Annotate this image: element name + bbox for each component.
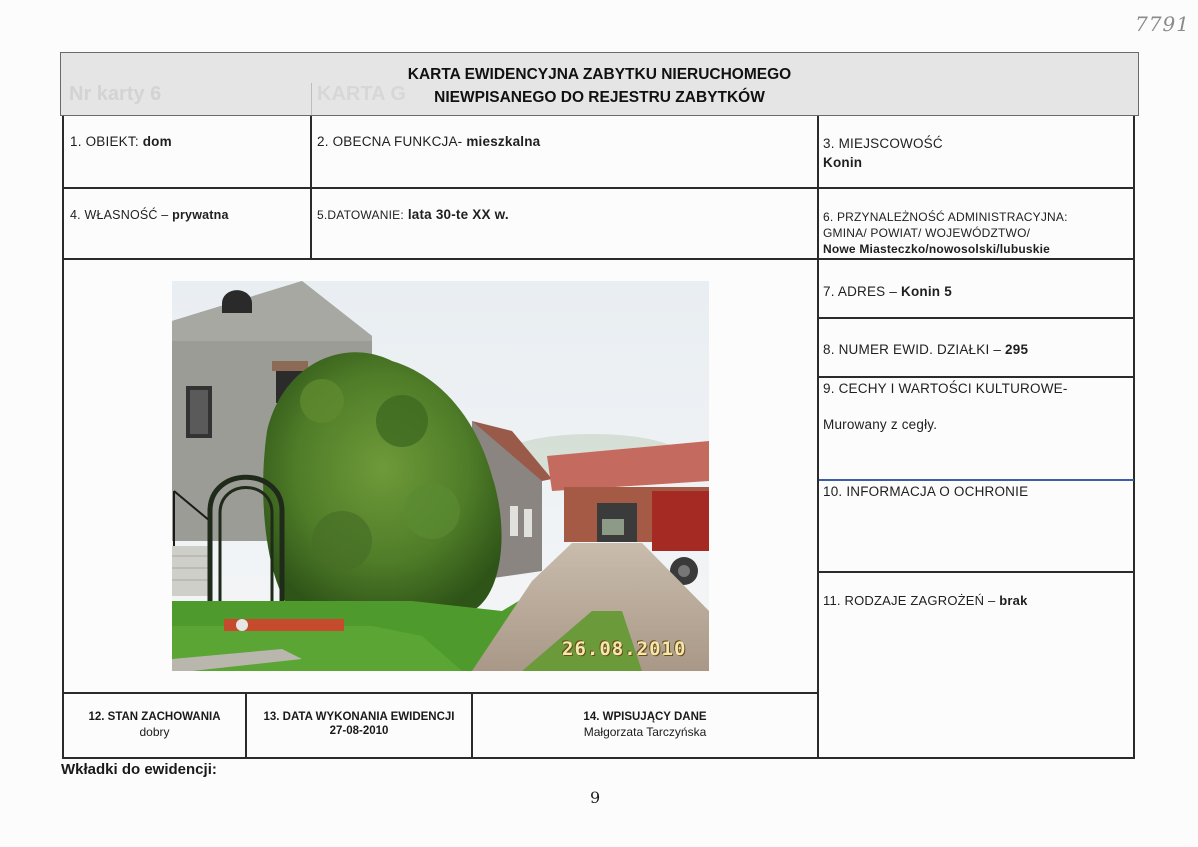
funkcja-value: mieszkalna xyxy=(466,134,541,149)
field-cechy xyxy=(823,381,1068,432)
row-line-2 xyxy=(62,258,1135,260)
row-line-zagrozenia xyxy=(817,571,1135,573)
row-line-1 xyxy=(62,187,1135,189)
header-ghost-left: Nr karty 6 xyxy=(69,83,162,105)
card-title-line1: KARTA EWIDENCYJNA ZABYTKU NIERUCHOMEGO xyxy=(407,66,792,83)
table-border-left xyxy=(62,116,64,759)
datowanie-value: lata 30-te XX w. xyxy=(407,207,509,222)
przynaleznosc-value: Nowe Miasteczko/nowosolski/lubuskie xyxy=(823,242,1051,256)
handwritten-number: 7791 xyxy=(1135,12,1190,36)
row-line-dzialka xyxy=(817,376,1135,378)
ochrona-label: 10. INFORMACJA O OCHRONIE xyxy=(823,484,1029,499)
stan-value: dobry xyxy=(139,725,170,739)
cechy-value: Murowany z cegły. xyxy=(823,417,938,432)
field-dzialka xyxy=(823,342,1028,357)
field-obiekt xyxy=(70,134,172,149)
wkladki-note: Wkładki do ewidencji: xyxy=(61,761,217,778)
row-line-adres xyxy=(817,317,1135,319)
field-wlasnosc xyxy=(70,207,229,223)
table-border-right xyxy=(1133,116,1135,759)
row-line-ochrona xyxy=(819,479,1134,481)
table-border-bottom xyxy=(62,757,1135,759)
building-photo-svg xyxy=(172,281,709,671)
field-datowanie xyxy=(317,207,509,223)
data-label: 13. DATA WYKONANIA EWIDENCJI xyxy=(263,711,455,723)
header-ghost-right: KARTA G xyxy=(317,83,406,105)
card-title-line2: NIEWPISANEGO DO REJESTRU ZABYTKÓW xyxy=(434,89,765,106)
field-przynaleznosc xyxy=(823,209,1068,257)
wlasnosc-label: 4. WŁASNOŚĆ – xyxy=(70,208,169,222)
wpisujacy-value: Małgorzata Tarczyńska xyxy=(583,725,707,739)
page-number: 9 xyxy=(590,788,601,807)
zagrozenia-value: brak xyxy=(999,593,1028,608)
adres-label: 7. ADRES – xyxy=(823,284,898,299)
field-adres xyxy=(823,284,952,299)
data-value: 27-08-2010 xyxy=(329,725,389,737)
przynaleznosc-label-2: GMINA/ POWIAT/ WOJEWÓDZTWO/ xyxy=(823,226,1031,240)
dzialka-value: 295 xyxy=(1005,342,1029,357)
stan-label: 12. STAN ZACHOWANIA xyxy=(88,711,221,723)
building-photo xyxy=(172,281,709,671)
przynaleznosc-label-1: 6. PRZYNALEŻNOŚĆ ADMINISTRACYJNA: xyxy=(823,210,1068,224)
dzialka-label: 8. NUMER EWID. DZIAŁKI – xyxy=(823,342,1002,357)
cechy-label: 9. CECHY I WARTOŚCI KULTUROWE- xyxy=(823,381,1068,396)
wlasnosc-value: prywatna xyxy=(172,208,229,222)
cell-wpisujacy xyxy=(473,711,817,739)
field-zagrozenia xyxy=(823,593,1028,608)
col-line-2 xyxy=(817,116,819,759)
cell-data-wykonania xyxy=(247,711,471,737)
adres-value: Konin 5 xyxy=(901,284,952,299)
col-line-1 xyxy=(310,116,312,259)
photo-date-stamp: 26.08.2010 xyxy=(562,638,687,660)
zagrozenia-label: 11. RODZAJE ZAGROŻEŃ – xyxy=(823,593,996,608)
datowanie-label: 5.DATOWANIE: xyxy=(317,208,404,222)
field-funkcja xyxy=(317,134,540,149)
obiekt-label: 1. OBIEKT: xyxy=(70,134,139,149)
field-miejscowosc xyxy=(823,134,943,172)
miejscowosc-value: Konin xyxy=(823,155,863,170)
miejscowosc-label: 3. MIEJSCOWOŚĆ xyxy=(823,136,943,151)
field-ochrona xyxy=(823,484,1028,499)
card-title xyxy=(61,63,1138,109)
funkcja-label: 2. OBECNA FUNKCJA- xyxy=(317,134,463,149)
card-header xyxy=(60,52,1139,116)
wpisujacy-label: 14. WPISUJĄCY DANE xyxy=(583,711,707,723)
obiekt-value: dom xyxy=(142,134,172,149)
row-line-bottom-cells xyxy=(62,692,819,694)
cell-stan-zachowania xyxy=(64,711,245,739)
